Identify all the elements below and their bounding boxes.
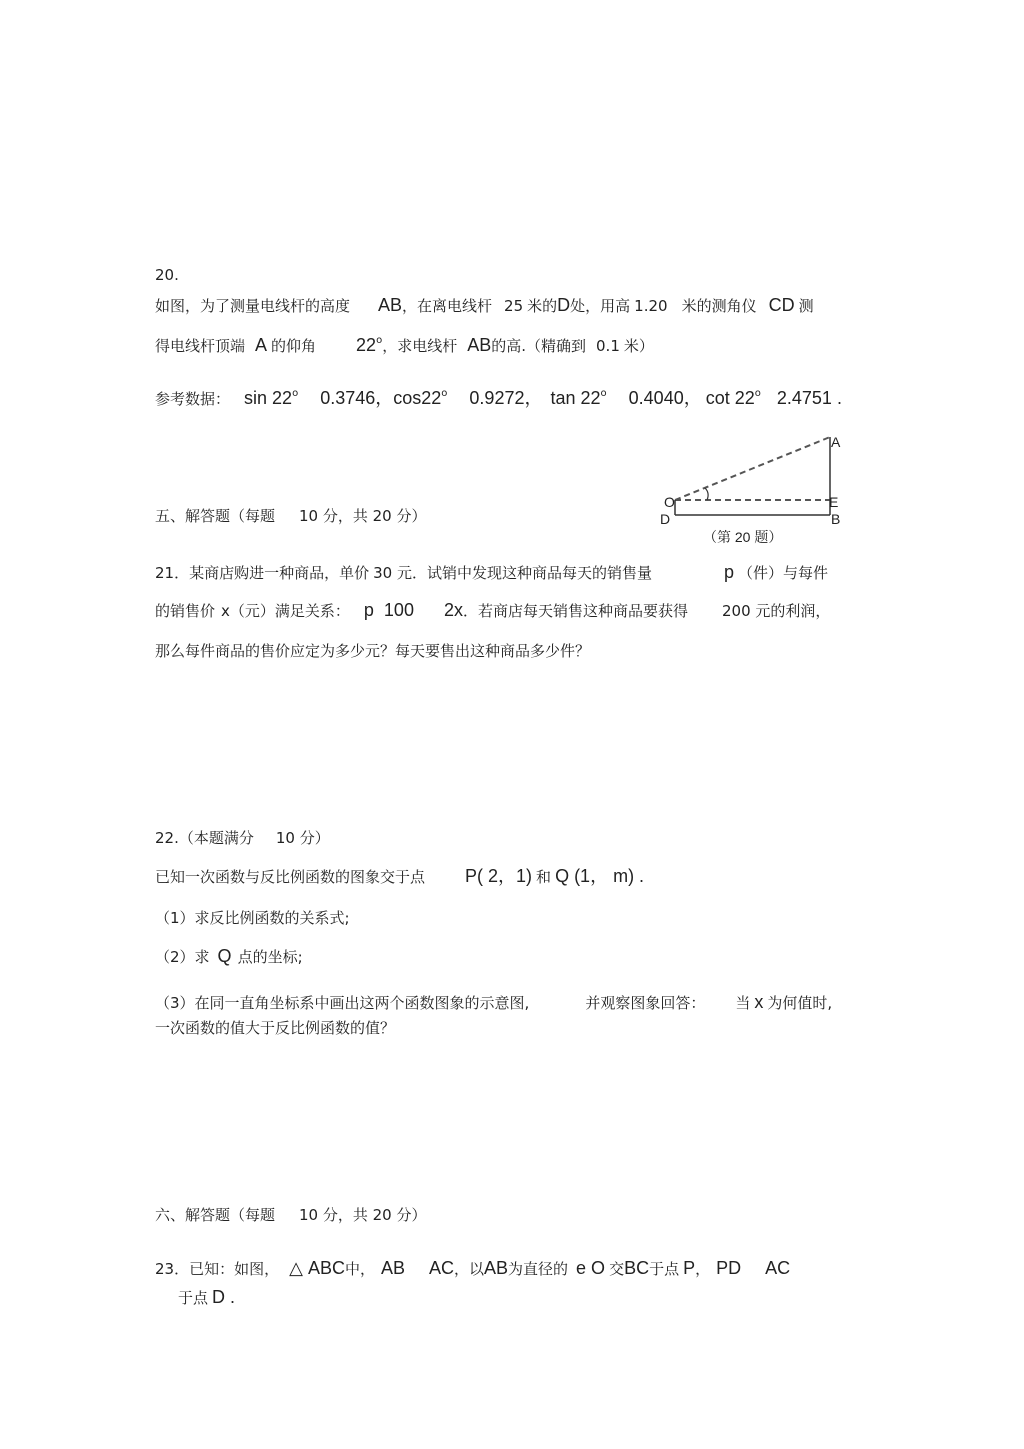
section6-a: 六、解答题（每题	[155, 1206, 276, 1224]
q23-l1-o: PD	[716, 1258, 742, 1278]
q23-line1	[155, 1259, 790, 1277]
q22-title-b: 10 分）	[275, 829, 330, 847]
q20-figure	[655, 428, 855, 553]
q22-p3-e: 为何值时,	[767, 994, 833, 1012]
q20-l1-h: 1.20	[634, 297, 668, 315]
q22-part3-cont: 一次函数的值大于反比例函数的值？	[155, 1019, 396, 1037]
q22-title-a: 22.（本题满分	[155, 829, 254, 847]
ref-cos-deg: o	[441, 388, 448, 399]
label-E: E	[829, 494, 839, 510]
ref-cos: cos22	[393, 388, 442, 408]
q20-l2-f: AB	[467, 335, 492, 355]
q22-title	[155, 831, 330, 846]
q20-l1-k: 测	[798, 297, 814, 315]
q22-l1-d: Q (1， m) .	[555, 866, 645, 886]
q20-line2	[155, 336, 654, 354]
q23-l1-d: AB	[380, 1258, 405, 1278]
q23-line2	[178, 1288, 235, 1306]
q20-l2-a: 得电线杆顶端	[155, 337, 246, 355]
ref-cos-value: 0.9272，	[469, 388, 543, 408]
q23-l1-g: AB	[484, 1258, 509, 1278]
q22-part2	[155, 947, 303, 965]
q23-l1-p: AC	[765, 1258, 791, 1278]
section5-a: 五、解答题（每题	[155, 507, 276, 525]
q21-l2-d: 100	[383, 600, 414, 620]
label-O: O	[664, 494, 675, 510]
sight-line-OA	[675, 437, 830, 500]
q22-p3-b: 并观察图象回答：	[585, 994, 706, 1012]
q23-l1-k: BC	[624, 1258, 650, 1278]
q23-l1-c: 中，	[344, 1260, 375, 1278]
q20-reference-data	[155, 389, 842, 407]
q22-p2-b: Q	[217, 946, 232, 966]
q21-line2	[155, 601, 830, 619]
q23-l1-e: AC	[428, 1258, 454, 1278]
figure-caption: （第 20 题）	[703, 529, 783, 545]
q20-l2-e: ，求电线杆	[382, 337, 458, 355]
q20-l1-a: 如图，为了测量电线杆的高度	[155, 297, 351, 315]
q22-part3	[155, 993, 832, 1011]
section6-b: 10 分，共 20 分）	[299, 1206, 427, 1224]
angle-arc	[705, 488, 708, 500]
q20-line1	[155, 296, 814, 314]
label-D: D	[660, 511, 671, 527]
q20-l2-g: 的高.（精确到	[491, 337, 587, 355]
q23-l2-a: 于点	[178, 1289, 209, 1307]
ref-cot: cot 22	[705, 388, 755, 408]
q23-l1-i: e O	[576, 1258, 606, 1278]
ref-cot-deg: o	[754, 388, 761, 399]
q21-line1	[155, 563, 828, 581]
q21-l1-c: p	[723, 562, 734, 582]
q21-line3: 那么每件商品的售价应定为多少元？每天要售出这种商品多少件？	[155, 642, 591, 660]
q20-l2-i: 米）	[623, 337, 654, 355]
q22-l1-c: 和	[536, 868, 552, 886]
q23-l1-a: 23．已知：如图，	[155, 1260, 280, 1278]
q21-l2-g: 200 元的利润，	[722, 602, 831, 620]
q20-l1-e: 米的	[527, 297, 558, 315]
q20-l1-c: ，在离电线杆	[402, 297, 493, 315]
section5-b: 10 分，共 20 分）	[299, 507, 427, 525]
q20-l2-deg: o	[376, 335, 383, 346]
q22-p2-a: （2）求	[155, 948, 210, 966]
q23-l1-n: ，	[695, 1260, 711, 1278]
ref-cot-value: 2.4751 .	[776, 388, 842, 408]
q20-l1-i: 米的测角仪	[681, 297, 757, 315]
ref-label: 参考数据：	[155, 390, 231, 408]
q20-l2-c: 的仰角	[271, 337, 317, 355]
q23-l1-j: 交	[609, 1260, 625, 1278]
q21-l2-c: p	[363, 600, 374, 620]
q20-l1-g: 处，用高	[570, 297, 631, 315]
q20-l2-b: A	[255, 335, 268, 355]
ref-sin-deg: o	[292, 388, 299, 399]
ref-sin: sin 22	[244, 388, 293, 408]
q20-l1-d: 25	[504, 297, 524, 315]
q21-l1-d: （件）与每件	[737, 564, 828, 582]
section6-heading	[155, 1208, 427, 1223]
q20-l2-d: 22	[356, 335, 377, 355]
ref-tan: tan 22	[550, 388, 601, 408]
q20-number: 20.	[155, 266, 179, 284]
q22-l1-a: 已知一次函数与反比例函数的图象交于点	[155, 868, 426, 886]
ref-tan-deg: o	[600, 388, 607, 399]
q22-line1	[155, 867, 644, 885]
q21-l1-a: 21．某商店购进一种商品，单价	[155, 564, 370, 582]
q22-p3-d: x	[754, 992, 764, 1012]
q22-p3-a: （3）在同一直角坐标系中画出这两个函数图象的示意图,	[155, 994, 530, 1012]
q20-l1-f: D	[557, 295, 571, 315]
q21-l2-e: 2x	[443, 600, 463, 620]
q20-l2-h: 0.1	[596, 337, 620, 355]
q21-l2-a: 的销售价	[155, 602, 216, 620]
q20-l1-b: AB	[378, 295, 403, 315]
q20-l1-j: CD	[768, 295, 795, 315]
section5-heading	[155, 509, 427, 524]
q23-l1-l: 于点	[649, 1260, 680, 1278]
q21-l1-b: 30 元．试销中发现这种商品每天的销售量	[373, 564, 652, 582]
q23-l1-h: 为直径的	[508, 1260, 569, 1278]
q23-l2-b: D .	[212, 1287, 236, 1307]
q22-l1-b: P( 2，1)	[465, 866, 533, 886]
q23-l1-b: △ ABC	[289, 1258, 345, 1278]
q23-l1-m: P	[683, 1258, 696, 1278]
label-A: A	[831, 434, 841, 450]
ref-tan-value: 0.4040，	[628, 388, 702, 408]
ref-sin-value: 0.3746，	[320, 388, 394, 408]
q23-l1-f: ，以	[454, 1260, 485, 1278]
q22-p2-c: 点的坐标;	[237, 948, 303, 966]
q22-p3-c: 当	[735, 994, 751, 1012]
q21-l2-b: x（元）满足关系：	[221, 602, 350, 620]
q21-l2-f: ．若商店每天销售这种商品要获得	[462, 602, 688, 620]
label-B: B	[831, 511, 841, 527]
q22-part1: （1）求反比例函数的关系式;	[155, 909, 350, 927]
